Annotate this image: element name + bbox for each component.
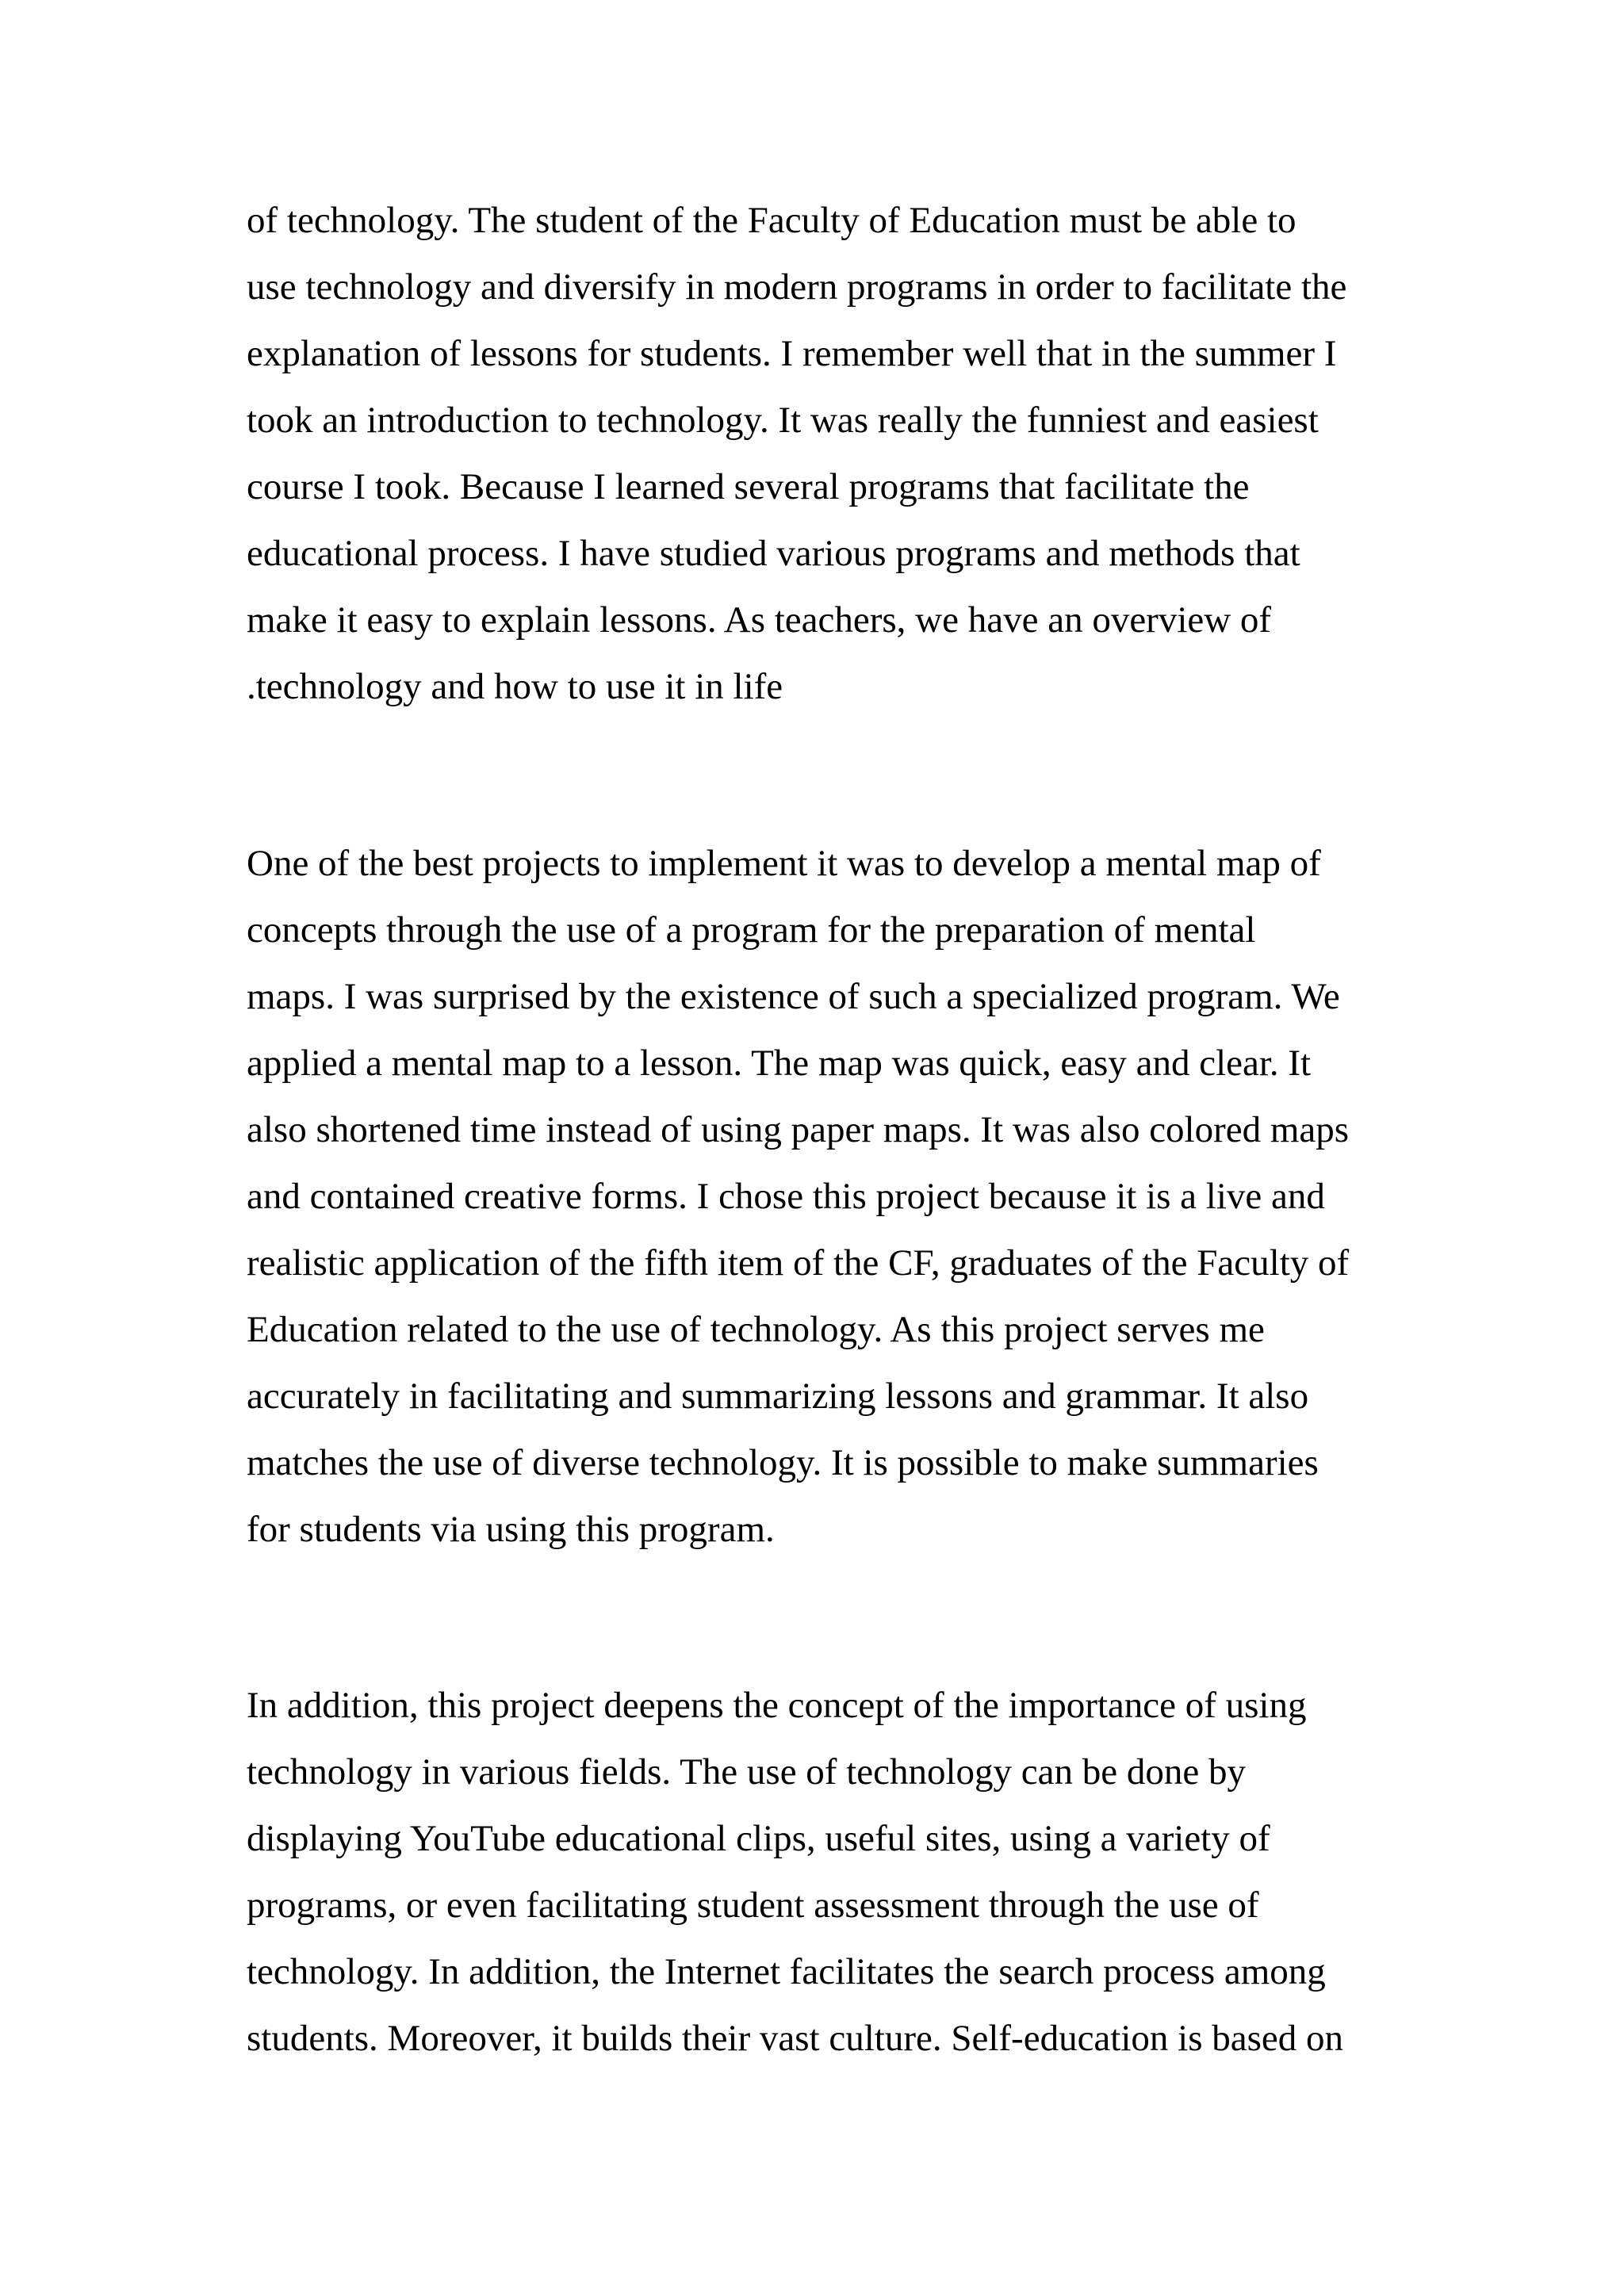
text-line: use technology and diversify in modern programs in order to facilitate the — [247, 266, 1347, 308]
text-line: also shortened time instead of using paper maps. It was also colored maps — [247, 1109, 1350, 1150]
text-line: One of the best projects to implement it was to develop a mental map of — [247, 843, 1321, 884]
text-line: concepts through the use of a program for the preparation of mental — [247, 909, 1256, 951]
text-line: educational process. I have studied various programs and methods that — [247, 533, 1300, 574]
text-line: applied a mental map to a lesson. The map was quick, easy and clear. It — [247, 1043, 1312, 1084]
text-line: displaying YouTube educational clips, useful sites, using a variety of — [247, 1818, 1270, 1859]
text-line: took an introduction to technology. It was really the funniest and easiest — [247, 400, 1319, 441]
text-line: make it easy to explain lessons. As teachers, we have an overview of — [247, 599, 1272, 641]
text-line: students. Moreover, it builds their vast culture. Self-education is based on — [247, 2018, 1344, 2059]
text-line: programs, or even facilitating student assessment through the use of — [247, 1885, 1259, 1926]
text-line: In addition, this project deepens the concept of the importance of using — [247, 1685, 1307, 1726]
text-line: maps. I was surprised by the existence of such a specialized program. We — [247, 976, 1340, 1017]
text-line: explanation of lessons for students. I remember well that in the summer I — [247, 333, 1337, 374]
text-line: technology. In addition, the Internet facilitates the search process among — [247, 1951, 1326, 1992]
text-line: accurately in facilitating and summarizing lessons and grammar. It also — [247, 1376, 1309, 1417]
text-line: matches the use of diverse technology. It is possible to make summaries — [247, 1442, 1319, 1483]
text-line: for students via using this program. — [247, 1509, 775, 1550]
text-line: realistic application of the fifth item of the CF, graduates of the Faculty of — [247, 1242, 1350, 1284]
text-line: course I took. Because I learned several programs that facilitate the — [247, 466, 1250, 507]
text-line: of technology. The student of the Faculty of Education must be able to — [247, 200, 1297, 241]
text-line: Education related to the use of technology. As this project serves me — [247, 1309, 1265, 1350]
text-line: .technology and how to use it in life — [247, 666, 783, 707]
text-line: technology in various fields. The use of technology can be done by — [247, 1751, 1246, 1793]
text-line: and contained creative forms. I chose this project because it is a live and — [247, 1176, 1325, 1217]
